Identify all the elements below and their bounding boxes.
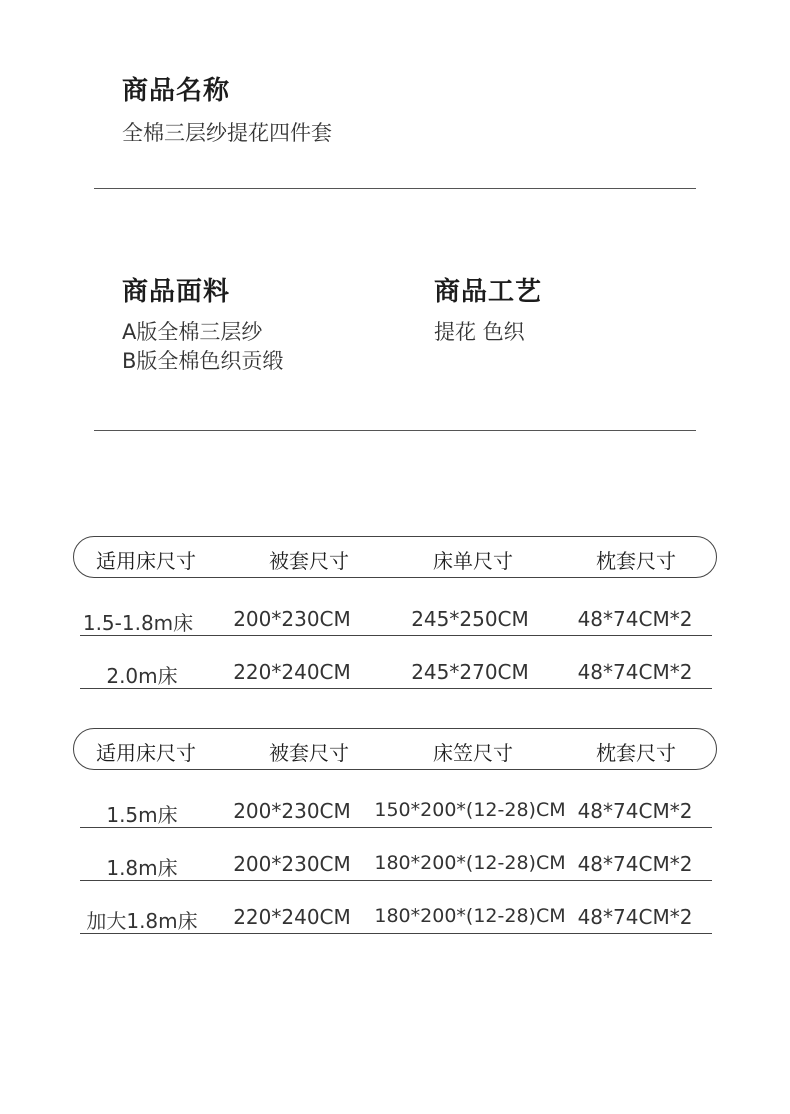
craft-value: 提花 色织 <box>434 320 525 344</box>
table-cell: 2.0m床 <box>106 664 178 688</box>
table-cell: 1.8m床 <box>106 856 178 880</box>
table-cell: 200*230CM <box>233 799 351 823</box>
table-cell: 150*200*(12-28)CM <box>374 799 566 821</box>
product-name-value: 全棉三层纱提花四件套 <box>122 121 332 145</box>
header-pillowcase-size: 枕套尺寸 <box>596 741 676 765</box>
header-duvet-size: 被套尺寸 <box>269 549 349 573</box>
table-cell: 200*230CM <box>233 607 351 631</box>
table-cell: 245*270CM <box>411 660 529 684</box>
row-divider <box>80 635 712 636</box>
row-divider <box>80 827 712 828</box>
material-line-a: A版全棉三层纱 <box>122 320 263 344</box>
table-cell: 180*200*(12-28)CM <box>374 852 566 874</box>
row-divider <box>80 880 712 881</box>
table-cell: 48*74CM*2 <box>577 660 693 684</box>
table-cell: 48*74CM*2 <box>577 799 693 823</box>
header-bed-size: 适用床尺寸 <box>96 741 196 765</box>
table-cell: 1.5m床 <box>106 803 178 827</box>
table-cell: 180*200*(12-28)CM <box>374 905 566 927</box>
material-line-b: B版全棉色织贡缎 <box>122 349 284 373</box>
header-sheet-size: 床单尺寸 <box>433 549 513 573</box>
header-pillowcase-size: 枕套尺寸 <box>596 549 676 573</box>
table-cell: 48*74CM*2 <box>577 905 693 929</box>
divider <box>94 188 696 189</box>
material-heading: 商品面料 <box>122 277 231 307</box>
table-cell: 加大1.8m床 <box>86 909 198 933</box>
craft-heading: 商品工艺 <box>434 277 543 307</box>
table-cell: 48*74CM*2 <box>577 607 693 631</box>
table-cell: 220*240CM <box>233 660 351 684</box>
header-fitted-sheet-size: 床笠尺寸 <box>433 741 513 765</box>
header-bed-size: 适用床尺寸 <box>96 549 196 573</box>
divider <box>94 430 696 431</box>
row-divider <box>80 688 712 689</box>
product-name-heading: 商品名称 <box>122 76 231 106</box>
table-cell: 200*230CM <box>233 852 351 876</box>
table-cell: 1.5-1.8m床 <box>82 611 194 635</box>
table-cell: 48*74CM*2 <box>577 852 693 876</box>
table-cell: 245*250CM <box>411 607 529 631</box>
header-duvet-size: 被套尺寸 <box>269 741 349 765</box>
row-divider <box>80 933 712 934</box>
table-cell: 220*240CM <box>233 905 351 929</box>
